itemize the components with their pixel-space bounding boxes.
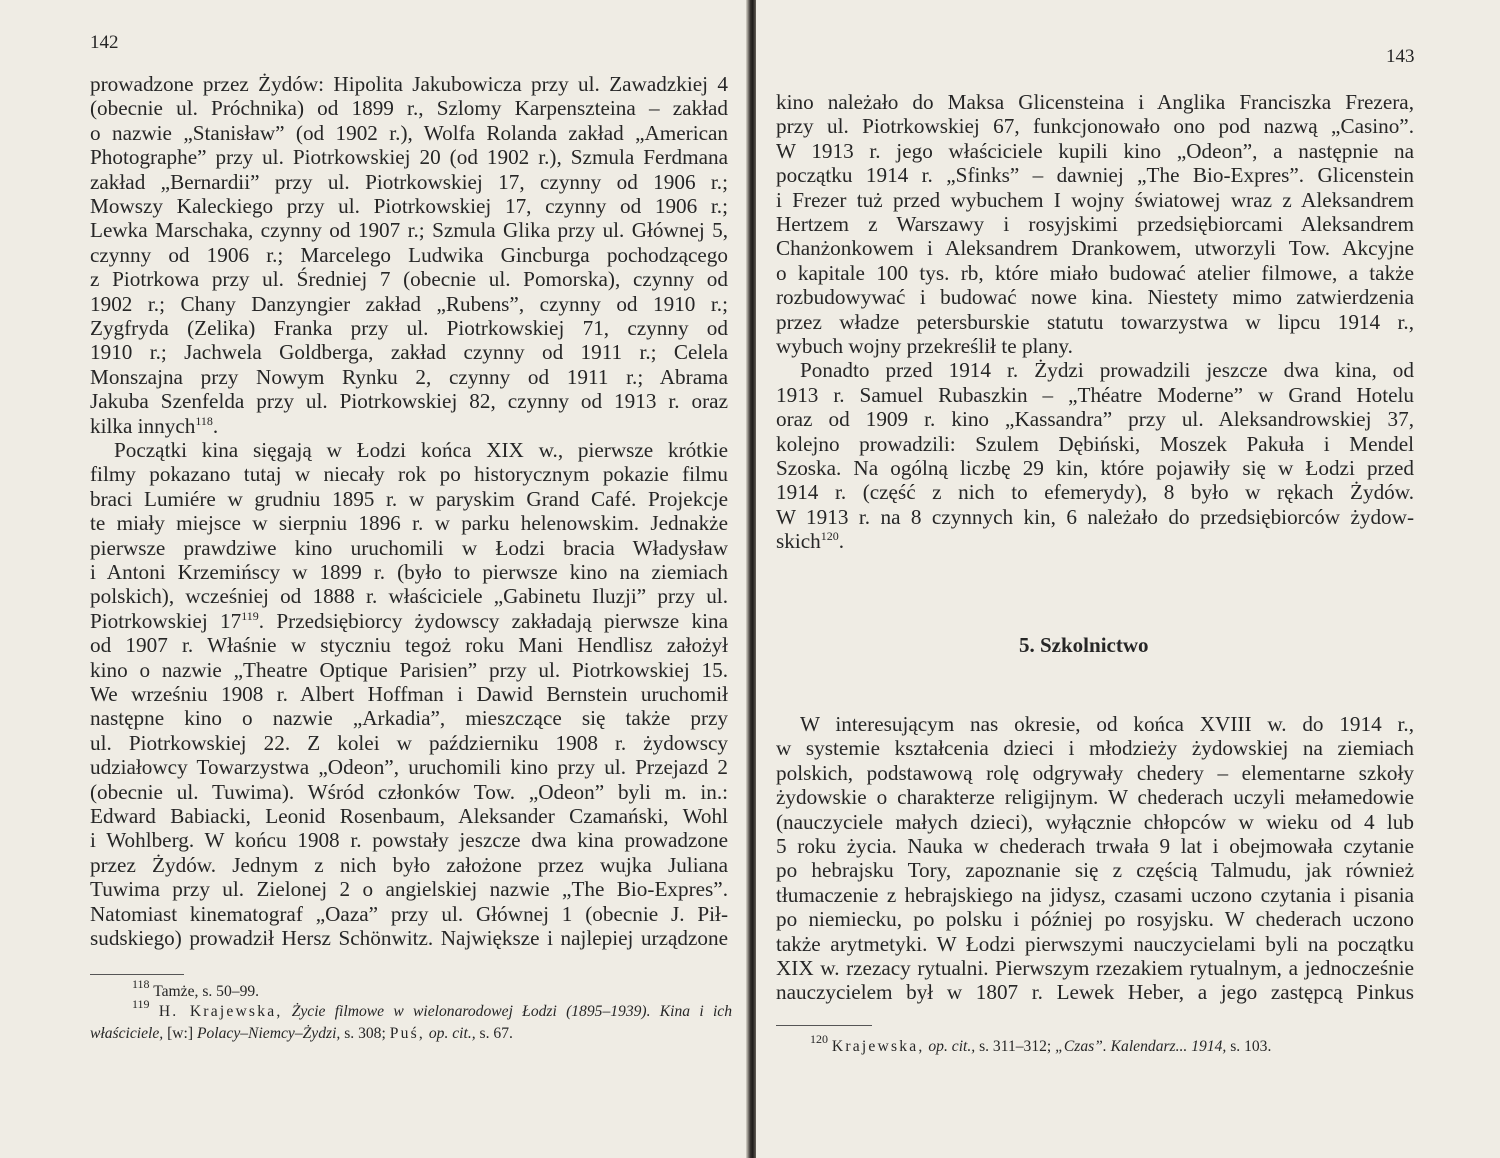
footnote-text: [w:] [163, 1025, 197, 1042]
text-line: kino należało do Maksa Glicensteina i Anglika Franciszka Frezera, [776, 90, 1414, 114]
footnote-author: H. Krajewska, [158, 1003, 283, 1020]
right-page [756, 0, 1500, 1158]
left-page [0, 0, 748, 1158]
text: skich [776, 529, 821, 554]
text-line: przy ul. Piotrkowskiej 67, funkcjonowało ono pod nazwą „Casino”. [776, 114, 1414, 139]
text: Piotrkowskiej 17 [90, 608, 242, 633]
paragraph [776, 712, 1414, 1005]
page-number: 142 [90, 32, 119, 53]
text-line: (obecnie ul. Próchnika) od 1899 r., Szlomy Karpenszteina – zakład [90, 96, 728, 121]
text-line: pierwsze prawdziwe kino uruchomili w Łodzi bracia Władysław [90, 535, 728, 560]
text-line: polskich, podstawową rolę odgrywały chedery – elementarne szkoły [776, 760, 1414, 785]
footnote-author: Puś, [389, 1025, 425, 1042]
text-line: czynny od 1906 r.; Marcelego Ludwika Gincburga pochodzącego [90, 242, 728, 267]
footnote-opcit: op. cit., [424, 1025, 476, 1042]
text-line: rozbudowywać i budować nowe kina. Niestety mimo zatwierdzenia [776, 285, 1414, 310]
footnote-title: Życie filmowe w wielonarodowej Łodzi (1895–1939). Kina [291, 1003, 691, 1020]
footnote-text: s. 308; [340, 1025, 390, 1042]
text-line: (obecnie ul. Tuwima). Wśród członków Tow. „Odeon” byli m. in.: [90, 779, 728, 804]
text-line: braci Lumiére w grudniu 1895 r. w paryskim Grand Café. Projekcje [90, 486, 728, 511]
text-line: po niemiecku, po polsku i później po rosyjsku. W chederach uczono [776, 907, 1414, 932]
text-line: Lewka Marschaka, czynny od 1907 r.; Szmula Glika przy ul. Głównej 5, [90, 218, 728, 243]
footnote-title: „Czas”. Kalendarz... 1914, [1055, 1038, 1227, 1055]
text-line: Zygfryda (Zelika) Franka przy ul. Piotrkowskiej 71, czynny od [90, 316, 728, 341]
footnote-number: 119 [132, 997, 150, 1011]
footnote-collection: Polacy–Niemcy–Żydzi, [196, 1025, 341, 1042]
paragraph [90, 633, 728, 950]
text-line: polskich), wcześniej od 1888 r. właściciele „Gabinetu Iluzji” przy ul. [90, 584, 728, 609]
text: . Przedsiębiorcy żydowscy zakładają pierwsze kina [258, 608, 729, 633]
paragraph [776, 90, 1414, 334]
text-line: następne kino o nazwie „Arkadia”, mieszczące się także przy [90, 706, 728, 731]
text: kilka innych [90, 413, 196, 438]
text-line: także arytmetyki. W Łodzi pierwszymi nauczycielami byli na początku [776, 931, 1414, 956]
text-line: 5 roku życia. Nauka w chederach trwała 9 lat i obejmowała czytanie [776, 834, 1414, 859]
text-line: Edward Babiacki, Leonid Rosenbaum, Aleksander Czamański, Wohl [90, 804, 728, 829]
text-line: kolejno prowadzili: Szulem Dębiński, Moszek Pakuła i Mendel [776, 431, 1414, 456]
text-line: W 1913 r. jego właściciele kupili kino „Odeon”, a następnie na [776, 138, 1414, 163]
text-line: 1910 r.; Jachwela Goldberga, zakład czynny od 1911 r.; Celela [90, 340, 728, 365]
text-line: nauczycielem był w 1807 r. Lewek Heber, a jego zastępcą Pinkus [776, 980, 1414, 1005]
text-line: 1914 r. (część z nich to efemerydy), 8 było w rękach Żydów. [776, 480, 1414, 505]
text-line: Tuwima przy ul. Zielonej 2 o angielskiej nazwie „The Bio-Expres”. [90, 877, 728, 902]
footnote-number: 120 [810, 1032, 828, 1046]
text-line: przez Żydów. Jednym z nich było założone przez wujka Juliana [90, 852, 728, 877]
footnote-title: i ich właściciele, [90, 1003, 733, 1042]
text-line: prowadzone przez Żydów: Hipolita Jakubowicza przy ul. Zawadzkiej 4 [90, 72, 728, 96]
text-line: z Piotrkowa przy ul. Średniej 7 (obecnie ul. Pomorska), czynny od [90, 267, 728, 292]
text-line: o kapitale 100 tys. rb, które miało budować atelier filmowe, a także [776, 260, 1414, 285]
text-line: o nazwie „Stanisław” (od 1902 r.), Wolfa Rolanda zakład „American [90, 120, 728, 145]
text-line: oraz od 1909 r. kino „Kassandra” przy ul. Aleksandrowskiej 37, [776, 407, 1414, 432]
text-line: We wrześniu 1908 r. Albert Hoffman i Dawid Bernstein uruchomił [90, 682, 728, 706]
footnote-text: s. 311–312; [975, 1038, 1056, 1055]
text-line: tłumaczenie z hebrajskiego na jidysz, czasami uczono czytania i pisania [776, 882, 1414, 907]
text-line: Jakuba Szenfelda przy ul. Piotrkowskiej 82, czynny od 1913 r. oraz [90, 389, 728, 414]
text-line: początku 1914 r. „Sfinks” – dawniej „The Bio-Expres”. Glicenstein [776, 163, 1414, 188]
footnote-ref: 118 [195, 413, 213, 428]
text-line: i Wohlberg. W końcu 1908 r. powstały jeszcze dwa kina prowadzone [90, 828, 728, 853]
footnote-text: s. 67. [475, 1025, 513, 1042]
text-line: sudskiego) prowadził Hersz Schönwitz. Największe i najlepiej urządzone [90, 926, 728, 951]
text-line: i Frezer tuż przed wybuchem I wojny światowej wraz z Aleksandrem [776, 187, 1414, 212]
text-line: po hebrajsku Tory, zapoznanie się z częścią Talmudu, jak również [776, 858, 1414, 883]
text-line: Ponadto przed 1914 r. Żydzi prowadzili jeszcze dwa kina, od [800, 358, 1414, 383]
text-line: w systemie kształcenia dzieci i młodzieży żydowskiej na ziemiach [776, 736, 1414, 761]
section-heading: 5. Szkolnictwo [1019, 633, 1149, 657]
text-line: (nauczyciele małych dzieci), wyłącznie chłopców w wieku od 4 lub [776, 809, 1414, 834]
paragraph-end-line [776, 529, 1414, 553]
text-line: Szoska. Na ogólną liczbę 29 kin, które pojawiły się w Łodzi przed [776, 456, 1414, 481]
text-line: Początki kina sięgają w Łodzi końca XIX w., pierwsze krótkie [114, 438, 728, 462]
text-line: Chanżonkowem i Aleksandrem Drankowem, utworzyli Tow. Akcyjne [776, 236, 1414, 261]
footnote-opcit: op. cit., [924, 1038, 976, 1055]
text-line: Monszajna przy Nowym Rynku 2, czynny od 1911 r.; Abrama [90, 364, 728, 389]
footnote-ref: 120 [820, 529, 839, 544]
text-line: filmy pokazano tutaj w niecały rok po historycznym pokazie filmu [90, 462, 728, 487]
text-line: przez władze petersburskie statutu towarzystwa w lipcu 1914 r., [776, 309, 1414, 334]
text-line: od 1907 r. Właśnie w styczniu tegoż roku Mani Hendlisz założył [90, 633, 728, 658]
text-line: W 1913 r. na 8 czynnych kin, 6 należało do przedsiębiorców żydow- [776, 504, 1414, 529]
footnote-119 [90, 997, 733, 1045]
text-line: Natomiast kinematograf „Oaza” przy ul. Głównej 1 (obecnie J. Pił- [90, 901, 728, 926]
paragraph [776, 358, 1414, 529]
footnote-ref: 119 [241, 608, 259, 623]
text-line: 1902 r.; Chany Danzyngier zakład „Rubens”, czynny od 1910 r.; [90, 291, 728, 316]
text-line: udziałowcy Towarzystwa „Odeon”, uruchomili kino przy ul. Przejazd 2 [90, 755, 728, 780]
footnote-divider [776, 1025, 872, 1026]
footnote-118 [132, 977, 732, 1003]
text-line: zakład „Bernardii” przy ul. Piotrkowskiej 17, czynny od 1906 r.; [90, 169, 728, 194]
paragraph [90, 72, 728, 414]
footnote-text: Tamże, s. 50–99. [153, 983, 260, 1000]
text-line: i Antoni Krzemińscy w 1899 r. (było to pierwsze kino na ziemiach [90, 560, 728, 585]
text-line: Mowszy Kaleckiego przy ul. Piotrkowskiej 17, czynny od 1906 r.; [90, 194, 728, 219]
text: . [838, 529, 845, 554]
footnote-text: s. 103. [1226, 1038, 1272, 1055]
text-line: ul. Piotrkowskiej 22. Z kolei w październiku 1908 r. żydowscy [90, 730, 728, 755]
text-line: 1913 r. Samuel Rubaszkin – „Théatre Moderne” w Grand Hotelu [776, 382, 1414, 407]
paragraph [90, 438, 728, 609]
text-line: W interesującym nas okresie, od końca XVIII w. do 1914 r., [800, 712, 1414, 736]
text-line: te miały miejsce w sierpniu 1896 r. w parku helenowskim. Jednakże [90, 511, 728, 536]
text-line: Photographe” przy ul. Piotrkowskiej 20 (od 1902 r.), Szmula Ferdmana [90, 145, 728, 170]
footnote-divider [90, 974, 184, 975]
text-line: Hertzem z Warszawy i rosyjskimi przedsiębiorcami Aleksandrem [776, 212, 1414, 237]
text: . [212, 413, 219, 438]
paragraph-end-line [90, 414, 728, 438]
text-line: XIX w. rzezacy rytualni. Pierwszym rzezakiem rytualnym, a jednocześnie [776, 956, 1414, 981]
footnote-number: 118 [132, 977, 150, 991]
paragraph-end-line: wybuch wojny przekreślił te plany. [776, 334, 1073, 358]
text-line: kino o nazwie „Theatre Optique Parisien” przy ul. Piotrkowskiej 15. [90, 657, 728, 682]
footnote-120 [810, 1032, 1430, 1058]
text-line: żydowskie o charakterze religijnym. W chederach uczyli mełamedowie [776, 785, 1414, 810]
page-number: 143 [1386, 46, 1415, 67]
paragraph-line [90, 609, 728, 633]
footnote-author: Krajewska, [831, 1038, 925, 1055]
